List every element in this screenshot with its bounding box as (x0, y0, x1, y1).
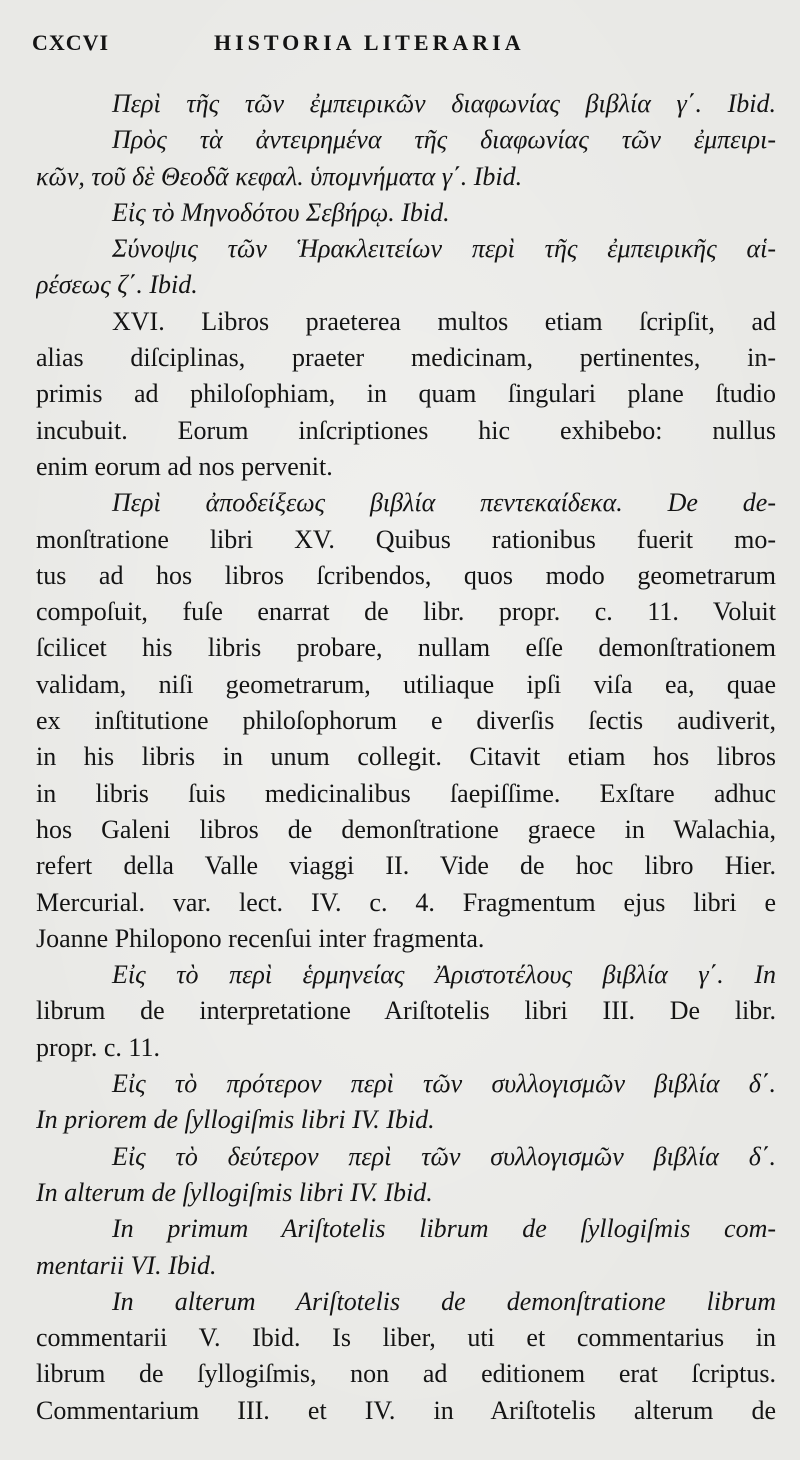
text-line: propr. c. 11. (36, 1032, 160, 1062)
text-line: Εἰς τὸ δεύτερον περὶ τῶν συλλογισμῶν βιβλία δ΄. (112, 1141, 776, 1171)
text-line: In alterum Ariſtotelis de demonſtratione librum (112, 1286, 776, 1316)
text-line: tus ad hos libros ſcribendos, quos modo geometrarum (36, 560, 776, 590)
text-line: Εἰς τὸ περὶ ἑρμηνείας Ἀριστοτέλους βιβλία γ΄. In (112, 960, 776, 990)
text-line: Πρὸς τὰ ἀντειρημένα τῆς διαφωνίας τῶν ἐμπειρι- (112, 125, 776, 155)
text-line: Περὶ τῆς τῶν ἐμπειρικῶν διαφωνίας βιβλία γ΄. Ibid. (112, 89, 776, 118)
text-line: Περὶ ἀποδείξεως βιβλία πεντεκαίδεκα. De de- (112, 488, 776, 518)
text-line: commentarii V. Ibid. Is liber, uti et commentarius in (36, 1323, 776, 1353)
text-line: enim eorum ad nos pervenit. (36, 451, 333, 481)
text-line: monſtratione libri XV. Quibus rationibus fuerit mo- (36, 524, 776, 554)
text-line: XVI. Libros praeterea multos etiam ſcripſit, ad (112, 306, 776, 336)
body-text (36, 86, 776, 1429)
page-header (32, 26, 772, 66)
text-line: ρέσεως ζ΄. Ibid. (36, 270, 198, 300)
text-line: Εἰς τὸ πρότερον περὶ τῶν συλλογισμῶν βιβλία δ΄. (112, 1069, 776, 1099)
text-line: Mercurial. var. lect. IV. c. 4. Fragmentum ejus libri e (36, 887, 776, 917)
text-line: In primum Ariſtotelis librum de ſyllogiſmis com- (112, 1214, 776, 1244)
text-line: Joanne Philopono recenſui inter fragmenta. (36, 923, 485, 953)
text-line: mentarii VI. Ibid. (36, 1250, 217, 1280)
text-line: ſcilicet his libris probare, nullam eſſe demonſtrationem (36, 633, 776, 663)
page-number: CXCVI (32, 30, 110, 55)
text-line: librum de interpretatione Ariſtotelis libri III. De libr. (36, 996, 776, 1026)
text-line: compoſuit, fuſe enarrat de libr. propr. c. 11. Voluit (36, 597, 776, 627)
text-line: Σύνοψις τῶν Ἡρακλειτείων περὶ τῆς ἐμπειρικῆς αἱ- (112, 234, 776, 264)
text-line: hos Galeni libros de demonſtratione graece in Walachia, (36, 814, 776, 844)
text-line: Εἰς τὸ Μηνοδότου Σεβήρῳ. Ibid. (112, 197, 450, 227)
text-line: κῶν, τοῦ δὲ Θεοδᾶ κεφαλ. ὑπομνήματα γ΄. Ibid. (36, 161, 523, 191)
text-line: In priorem de ſyllogiſmis libri IV. Ibid. (36, 1105, 435, 1135)
running-title: HISTORIA LITERARIA (214, 30, 525, 55)
text-line: librum de ſyllogiſmis, non ad editionem erat ſcriptus. (36, 1359, 776, 1389)
text-line: ex inſtitutione philoſophorum e diverſis ſectis audiverit, (36, 706, 776, 736)
text-line: refert della Valle viaggi II. Vide de hoc libro Hier. (36, 851, 776, 881)
text-line: primis ad philoſophiam, in quam ſingulari plane ſtudio (36, 379, 776, 409)
text-line: in his libris in unum collegit. Citavit etiam hos libros (36, 742, 776, 772)
text-line: incubuit. Eorum inſcriptiones hic exhibebo: nullus (36, 415, 776, 445)
text-line: validam, niſi geometrarum, utiliaque ipſi viſa ea, quae (36, 669, 776, 699)
text-line: Commentarium III. et IV. in Ariſtotelis alterum de (36, 1395, 776, 1425)
text-line: In alterum de ſyllogiſmis libri IV. Ibid. (36, 1177, 433, 1207)
text-line: in libris ſuis medicinalibus ſaepiſſime. Exſtare adhuc (36, 778, 776, 808)
text-line: alias diſciplinas, praeter medicinam, pertinentes, in- (36, 343, 776, 373)
